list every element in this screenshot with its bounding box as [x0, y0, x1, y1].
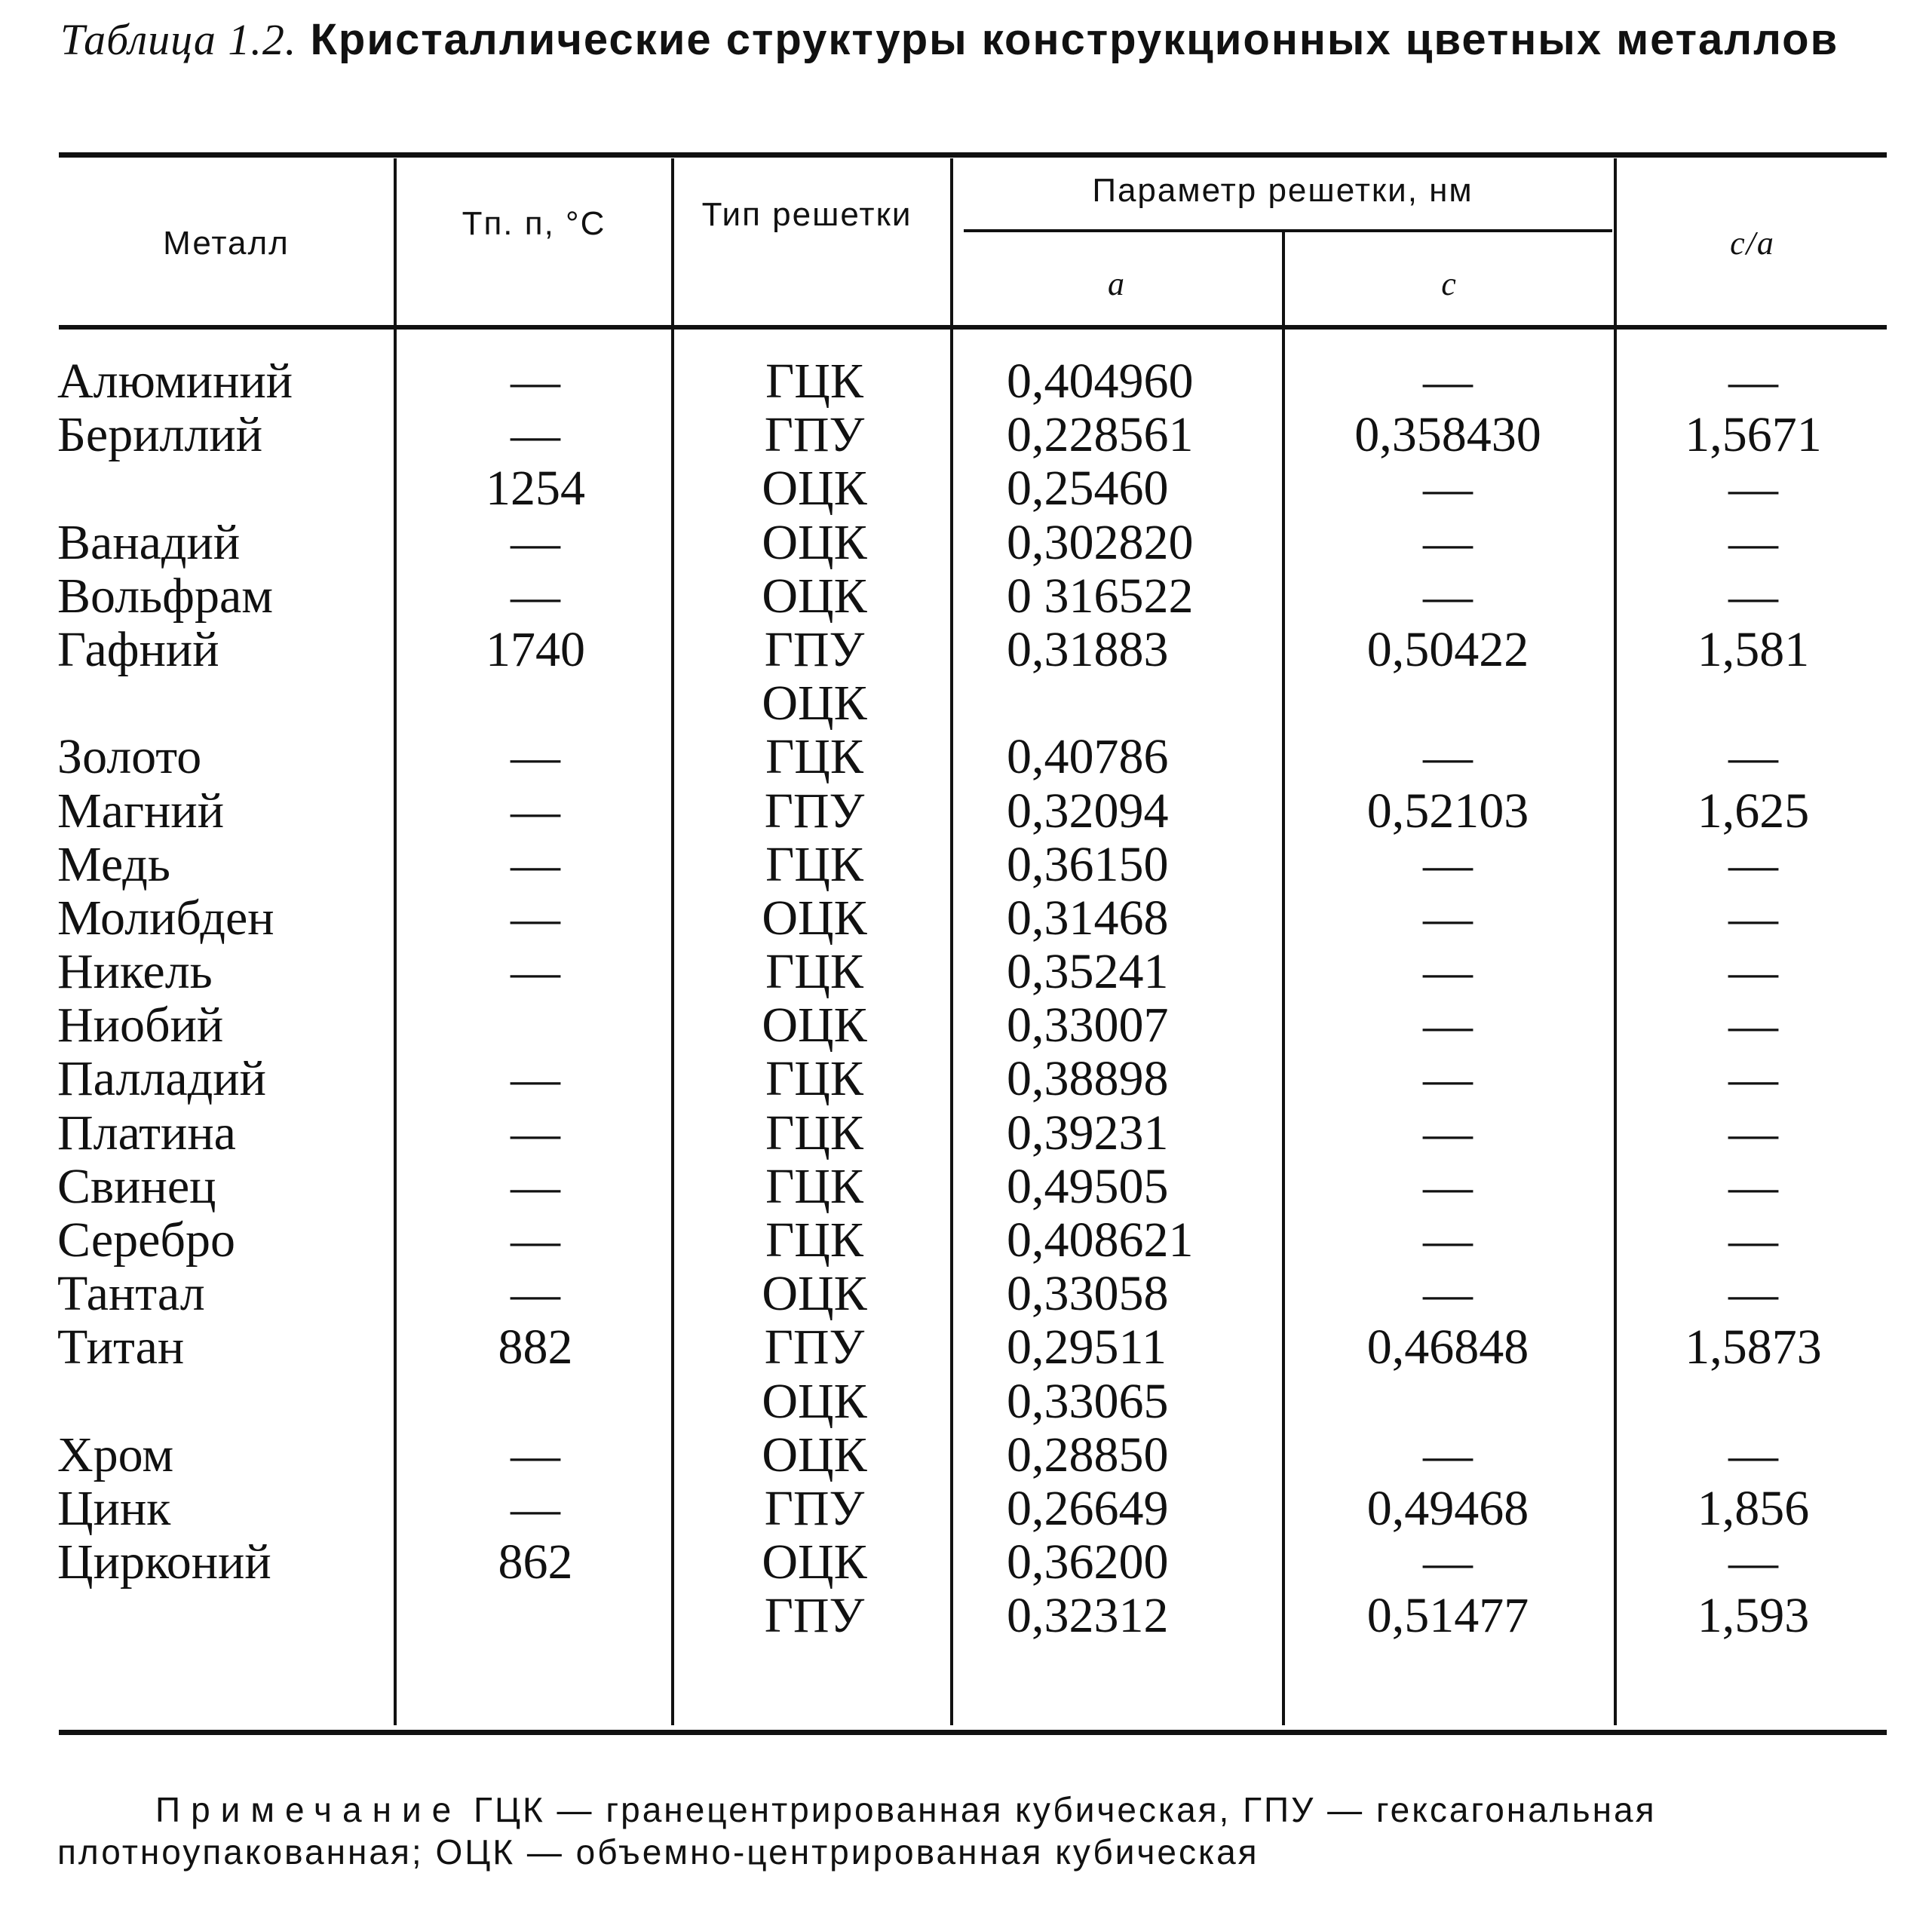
- cell-c-over-a: —: [1728, 836, 1778, 892]
- cell-c: —: [1423, 1534, 1473, 1590]
- cell-melting-temp: —: [511, 890, 560, 946]
- cell-a: 0,408621: [1007, 1212, 1194, 1268]
- table-row: [0, 1375, 1932, 1428]
- table-bottom-rule: [59, 1730, 1887, 1735]
- cell-c-over-a: —: [1728, 1158, 1778, 1214]
- cell-melting-temp: 882: [498, 1320, 573, 1375]
- cell-metal: Ванадий: [57, 514, 241, 570]
- cell-lattice-type: ГПУ: [764, 1320, 865, 1375]
- table-body: [0, 354, 1932, 1643]
- cell-melting-temp: —: [511, 1480, 560, 1536]
- cell-lattice-type: ОЦК: [762, 514, 867, 570]
- cell-melting-temp: —: [511, 407, 560, 463]
- cell-melting-temp: —: [511, 1051, 560, 1107]
- cell-melting-temp: 862: [498, 1534, 573, 1590]
- cell-c: —: [1423, 1427, 1473, 1482]
- table-note: [57, 1789, 1890, 1873]
- cell-c: 0,51477: [1366, 1588, 1529, 1644]
- cell-melting-temp: —: [511, 514, 560, 570]
- cell-metal: Бериллий: [57, 407, 263, 463]
- cell-lattice-type: ОЦК: [762, 1373, 867, 1429]
- cell-c-over-a: —: [1728, 568, 1778, 624]
- table-row: [0, 945, 1932, 998]
- cell-c: —: [1423, 1051, 1473, 1107]
- table-row: [0, 1535, 1932, 1589]
- cell-c: 0,46848: [1366, 1320, 1529, 1375]
- cell-c: —: [1423, 836, 1473, 892]
- cell-a: 0,29511: [1007, 1320, 1167, 1375]
- cell-c: 0,358430: [1354, 407, 1541, 463]
- cell-c: 0,49468: [1366, 1480, 1529, 1536]
- cell-c-over-a: 1,625: [1697, 783, 1810, 838]
- cell-lattice-type: ГЦК: [765, 354, 863, 409]
- cell-lattice-type: ГЦК: [765, 1105, 863, 1160]
- cell-melting-temp: —: [511, 783, 560, 838]
- table-row: [0, 1589, 1932, 1642]
- table-row: [0, 1428, 1932, 1482]
- cell-a: 0,40786: [1007, 729, 1169, 785]
- cell-melting-temp: —: [511, 1212, 560, 1268]
- cell-melting-temp: 1740: [486, 621, 585, 677]
- cell-c-over-a: —: [1728, 890, 1778, 946]
- table-row: [0, 1482, 1932, 1535]
- header-ca-label: c/a: [1730, 225, 1775, 262]
- cell-metal: Медь: [57, 836, 170, 892]
- cell-a: 0,38898: [1007, 1051, 1169, 1107]
- cell-lattice-type: ОЦК: [762, 998, 867, 1053]
- cell-melting-temp: —: [511, 1158, 560, 1214]
- table-row: [0, 1160, 1932, 1213]
- cell-a: 0,26649: [1007, 1480, 1169, 1536]
- cell-melting-temp: —: [511, 568, 560, 624]
- cell-metal: Свинец: [57, 1158, 216, 1214]
- cell-metal: Серебро: [57, 1212, 235, 1268]
- cell-lattice-type: ГПУ: [764, 407, 865, 463]
- table-row: [0, 1106, 1932, 1160]
- header-metal: Металл: [163, 225, 290, 262]
- cell-lattice-type: ОЦК: [762, 461, 867, 517]
- table-row: [0, 676, 1932, 730]
- cell-lattice-type: ОЦК: [762, 890, 867, 946]
- cell-a: 0,35241: [1007, 944, 1169, 1000]
- header-c-label: c: [1441, 265, 1458, 302]
- cell-c: —: [1423, 944, 1473, 1000]
- cell-c: —: [1423, 729, 1473, 785]
- cell-lattice-type: ОЦК: [762, 1534, 867, 1590]
- cell-c: —: [1423, 998, 1473, 1053]
- table-caption: [60, 11, 1885, 69]
- cell-c-over-a: —: [1728, 461, 1778, 517]
- header-a: [955, 264, 1279, 305]
- cell-c-over-a: —: [1728, 1534, 1778, 1590]
- cell-c: —: [1423, 1158, 1473, 1214]
- cell-c-over-a: 1,5873: [1685, 1320, 1822, 1375]
- cell-lattice-type: ГЦК: [765, 836, 863, 892]
- table-row: [0, 998, 1932, 1052]
- cell-c: —: [1423, 1266, 1473, 1322]
- cell-metal: Никель: [57, 944, 213, 1000]
- cell-lattice-type: ГЦК: [765, 729, 863, 785]
- cell-c-over-a: —: [1728, 729, 1778, 785]
- cell-lattice-type: ГПУ: [764, 1588, 865, 1644]
- cell-melting-temp: —: [511, 944, 560, 1000]
- cell-c: —: [1423, 1212, 1473, 1268]
- header-melting-temp: Tп. п, °C: [462, 205, 606, 242]
- cell-c: —: [1423, 1105, 1473, 1160]
- cell-metal: Магний: [57, 783, 225, 838]
- cell-metal: Гафний: [57, 621, 219, 677]
- table-row: [0, 354, 1932, 408]
- cell-c-over-a: 1,5671: [1685, 407, 1822, 463]
- cell-melting-temp: —: [511, 729, 560, 785]
- table-row: [0, 516, 1932, 569]
- cell-lattice-type: ГПУ: [764, 1480, 865, 1536]
- cell-lattice-type: ОЦК: [762, 676, 867, 731]
- cell-metal: Алюминий: [57, 354, 293, 409]
- cell-c-over-a: —: [1728, 354, 1778, 409]
- note-text: ГЦК — гранецентрированная кубическая, ГПУ — гексагональная плотноупакованная; ОЦК — объемно-центрированная кубическая: [57, 1790, 1657, 1872]
- cell-c-over-a: 1,581: [1697, 621, 1810, 677]
- cell-lattice-type: ГЦК: [765, 944, 863, 1000]
- cell-lattice-type: ГЦК: [765, 1051, 863, 1107]
- cell-c-over-a: 1,856: [1697, 1480, 1810, 1536]
- cell-metal: Титан: [57, 1320, 185, 1375]
- cell-c-over-a: —: [1728, 1051, 1778, 1107]
- cell-lattice-type: ОЦК: [762, 568, 867, 624]
- cell-c: —: [1423, 568, 1473, 624]
- table-row: [0, 623, 1932, 676]
- cell-c-over-a: —: [1728, 1266, 1778, 1322]
- table-top-rule: [59, 152, 1887, 158]
- cell-melting-temp: —: [511, 1105, 560, 1160]
- cell-metal: Палладий: [57, 1051, 266, 1107]
- caption-text: Кристаллические структуры конструкционных цветных металлов: [310, 15, 1839, 64]
- cell-melting-temp: —: [511, 1427, 560, 1482]
- table-row: [0, 408, 1932, 461]
- cell-lattice-type: ОЦК: [762, 1266, 867, 1322]
- cell-c: —: [1423, 514, 1473, 570]
- header-lattice-param: Параметр решетки, нм: [1092, 172, 1474, 209]
- cell-c: —: [1423, 354, 1473, 409]
- cell-metal: Молибден: [57, 890, 274, 946]
- cell-lattice-type: ГПУ: [764, 783, 865, 838]
- table-row: [0, 730, 1932, 783]
- cell-c-over-a: —: [1728, 1105, 1778, 1160]
- cell-metal: Цирконий: [57, 1534, 271, 1590]
- cell-a: 0,25460: [1007, 461, 1169, 517]
- cell-c: —: [1423, 890, 1473, 946]
- table-row: [0, 1320, 1932, 1374]
- cell-lattice-type: ГПУ: [764, 621, 865, 677]
- cell-lattice-type: ОЦК: [762, 1427, 867, 1482]
- cell-c-over-a: —: [1728, 944, 1778, 1000]
- cell-a: 0,32312: [1007, 1588, 1169, 1644]
- table-row: [0, 891, 1932, 945]
- cell-c-over-a: —: [1728, 998, 1778, 1053]
- cell-metal: Цинк: [57, 1480, 171, 1536]
- cell-a: 0,302820: [1007, 514, 1194, 570]
- cell-metal: Хром: [57, 1427, 174, 1482]
- header-lattice-type: Тип решетки: [701, 196, 912, 233]
- cell-metal: Вольфрам: [57, 568, 274, 624]
- cell-a: 0,33007: [1007, 998, 1169, 1053]
- cell-a: 0,49505: [1007, 1158, 1169, 1214]
- note-label: Примечание: [155, 1790, 462, 1829]
- table-header-rule: [59, 325, 1887, 330]
- cell-c-over-a: 1,593: [1697, 1588, 1810, 1644]
- cell-metal: Золото: [57, 729, 202, 785]
- cell-melting-temp: —: [511, 354, 560, 409]
- cell-metal: Тантал: [57, 1266, 205, 1322]
- cell-a: 0,39231: [1007, 1105, 1169, 1160]
- cell-a: 0,32094: [1007, 783, 1169, 838]
- cell-a: 0,228561: [1007, 407, 1194, 463]
- table-row: [0, 569, 1932, 623]
- cell-c-over-a: —: [1728, 1427, 1778, 1482]
- cell-a: 0,31468: [1007, 890, 1169, 946]
- cell-c: —: [1423, 461, 1473, 517]
- caption-label: Таблица 1.2.: [60, 15, 297, 64]
- cell-a: 0,36200: [1007, 1534, 1169, 1590]
- table-row: [0, 461, 1932, 515]
- cell-a: 0,36150: [1007, 836, 1169, 892]
- cell-c-over-a: —: [1728, 514, 1778, 570]
- lattice-param-subrule: [964, 229, 1612, 232]
- cell-a: 0 316522: [1007, 568, 1194, 624]
- cell-a: 0,404960: [1007, 354, 1194, 409]
- cell-c-over-a: —: [1728, 1212, 1778, 1268]
- header-c: [1285, 264, 1614, 305]
- header-c-over-a: [1617, 223, 1888, 264]
- cell-metal: Платина: [57, 1105, 236, 1160]
- cell-melting-temp: 1254: [486, 461, 585, 517]
- table-row: [0, 1267, 1932, 1320]
- cell-a: 0,33058: [1007, 1266, 1169, 1322]
- cell-c: 0,50422: [1366, 621, 1529, 677]
- cell-c: 0,52103: [1366, 783, 1529, 838]
- cell-a: 0,31883: [1007, 621, 1169, 677]
- cell-lattice-type: ГЦК: [765, 1212, 863, 1268]
- cell-melting-temp: —: [511, 836, 560, 892]
- cell-a: 0,33065: [1007, 1373, 1169, 1429]
- cell-metal: Ниобий: [57, 998, 224, 1053]
- cell-lattice-type: ГЦК: [765, 1158, 863, 1214]
- cell-melting-temp: —: [511, 1266, 560, 1322]
- table-row: [0, 1052, 1932, 1105]
- table-row: [0, 1213, 1932, 1267]
- table-row: [0, 784, 1932, 838]
- header-a-label: a: [1108, 265, 1126, 302]
- table-row: [0, 838, 1932, 891]
- cell-a: 0,28850: [1007, 1427, 1169, 1482]
